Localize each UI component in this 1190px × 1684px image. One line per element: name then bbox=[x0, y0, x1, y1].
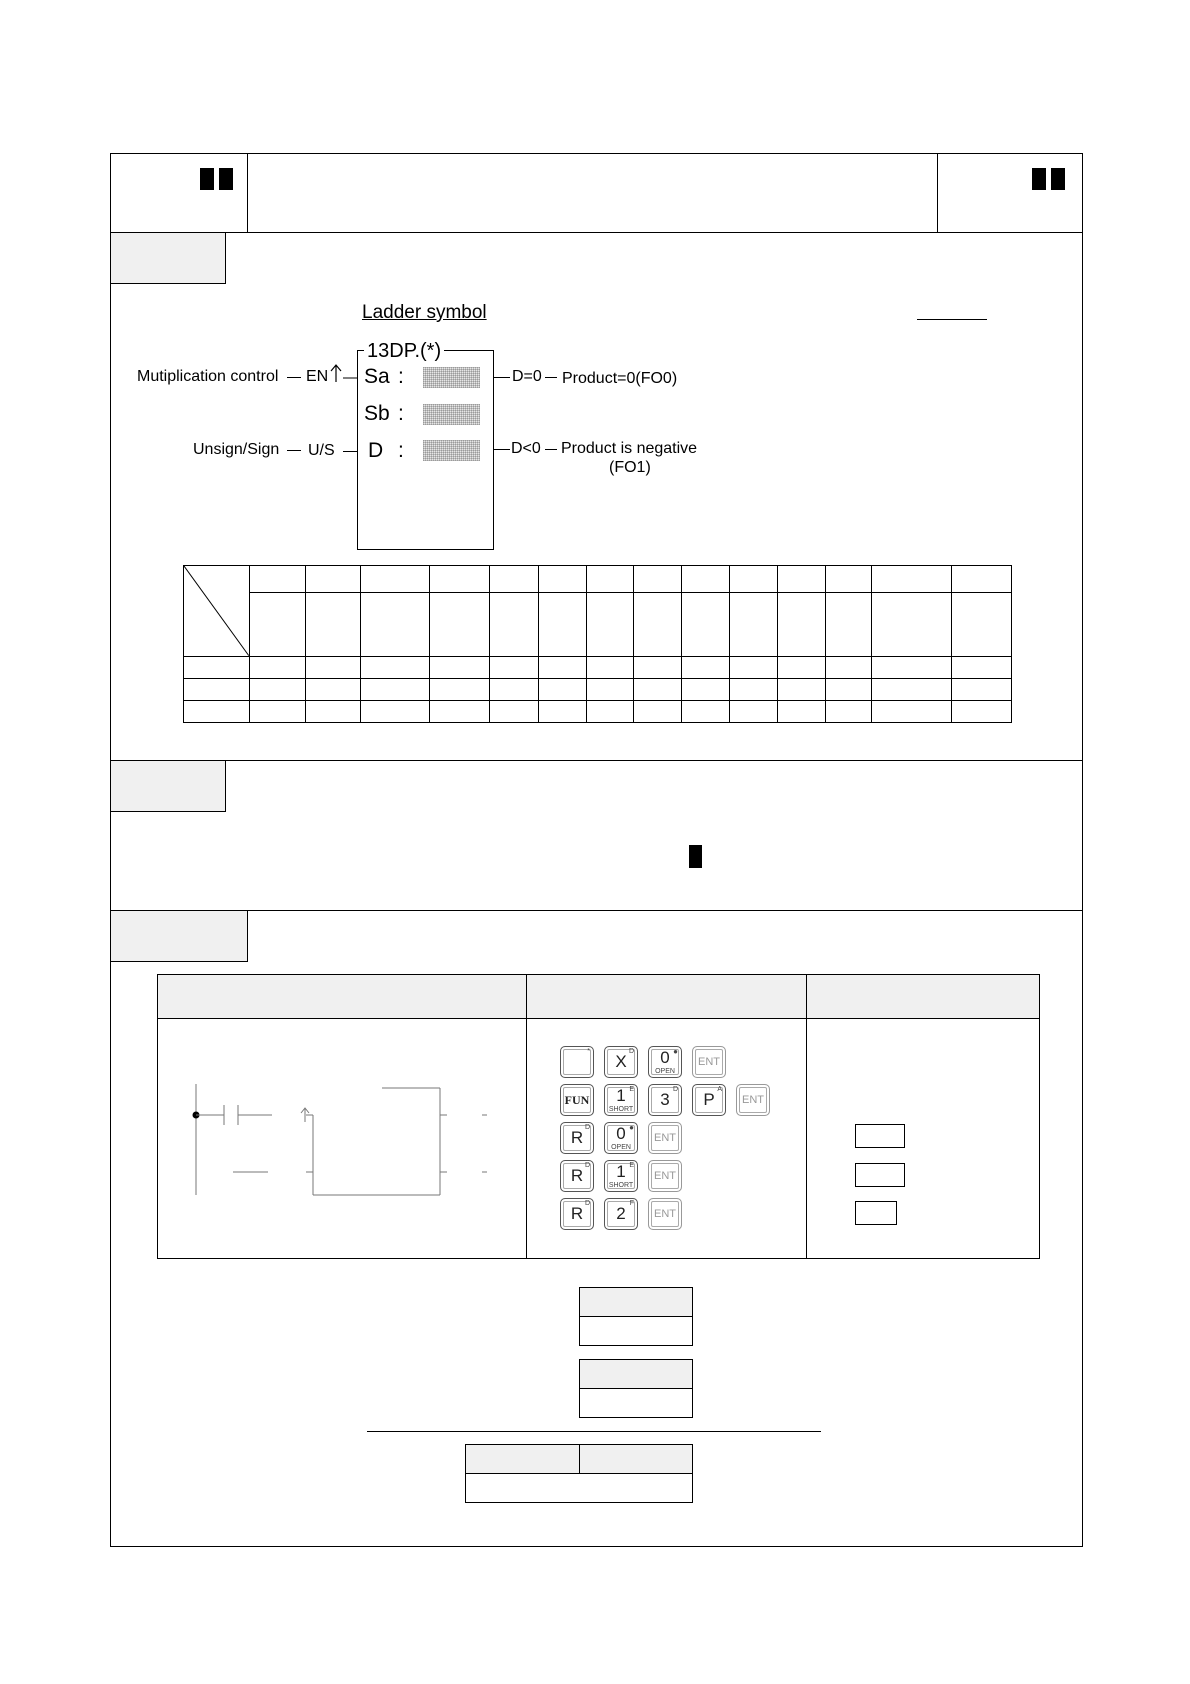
key-blank-r1[interactable] bbox=[560, 1046, 594, 1078]
operand-b-header bbox=[579, 1359, 693, 1389]
rising-edge-icon bbox=[330, 362, 358, 386]
output-neg-pin: D<0 bbox=[511, 440, 541, 457]
function-name: 13DP.(*) bbox=[367, 340, 442, 362]
key-0-r3[interactable] bbox=[604, 1122, 638, 1154]
key-label: 3 bbox=[660, 1090, 670, 1109]
colon-sa: : bbox=[398, 365, 404, 388]
key-label: R bbox=[570, 1204, 584, 1223]
key-ent-r4[interactable] bbox=[648, 1160, 682, 1192]
product-low-header bbox=[579, 1444, 693, 1474]
header-mark-left-a bbox=[200, 168, 214, 190]
operand-d-field bbox=[423, 440, 480, 461]
key-superscript: F bbox=[629, 1200, 634, 1207]
key-label: 0 bbox=[616, 1124, 626, 1143]
key-subscript: OPEN bbox=[611, 1144, 631, 1151]
output-neg-label: Product is negative bbox=[561, 440, 698, 457]
output-zero-dash bbox=[545, 377, 557, 378]
key-superscript: A bbox=[717, 1086, 722, 1093]
operand-a-header bbox=[579, 1287, 693, 1317]
header-mark-right-b bbox=[1051, 168, 1065, 190]
output-zero-pin: D=0 bbox=[512, 368, 542, 385]
key-superscript: E bbox=[629, 1086, 634, 1093]
key-2-r5[interactable] bbox=[604, 1198, 638, 1230]
key-label: ENT bbox=[698, 1056, 720, 1068]
header-mark-left-b bbox=[219, 168, 233, 190]
key-dot: ● bbox=[673, 1047, 678, 1056]
result-box-3 bbox=[855, 1201, 897, 1225]
key-label: ENT bbox=[654, 1132, 676, 1144]
colon-d: : bbox=[398, 439, 404, 462]
key-superscript: E bbox=[629, 1162, 634, 1169]
keypad bbox=[560, 1046, 800, 1246]
key-r-r4[interactable] bbox=[560, 1160, 594, 1192]
key-x-r1[interactable] bbox=[604, 1046, 638, 1078]
input-en-pin: EN bbox=[306, 368, 329, 385]
output-neg-dash bbox=[545, 449, 557, 450]
key-r-r5[interactable] bbox=[560, 1198, 594, 1230]
key-subscript: OPEN bbox=[655, 1068, 675, 1075]
section-tab-2 bbox=[110, 760, 226, 812]
input-en-dash bbox=[287, 377, 301, 378]
key-ent-r5[interactable] bbox=[648, 1198, 682, 1230]
key-label: 1 bbox=[616, 1162, 626, 1181]
colon-sb: : bbox=[398, 402, 404, 425]
table-corner-cell bbox=[184, 566, 250, 657]
product-value bbox=[465, 1473, 693, 1503]
example-col-divider-1 bbox=[526, 974, 527, 1259]
key-label: X bbox=[615, 1052, 627, 1071]
key-superscript: * bbox=[587, 1048, 590, 1055]
operand-sb-field bbox=[423, 404, 480, 425]
result-box-2 bbox=[855, 1163, 905, 1187]
function-name-holder bbox=[364, 340, 444, 362]
key-ent-r2[interactable] bbox=[736, 1084, 770, 1116]
output-zero-label: Product=0(FO0) bbox=[562, 370, 678, 387]
operand-a-value bbox=[579, 1316, 693, 1346]
section-tab-1 bbox=[110, 232, 226, 284]
key-label: P bbox=[703, 1090, 715, 1109]
product-high-header bbox=[465, 1444, 580, 1474]
input-us-wire bbox=[343, 451, 357, 452]
key-ent-r1[interactable] bbox=[692, 1046, 726, 1078]
operand-sa-field bbox=[423, 367, 480, 388]
header-mark-right-a bbox=[1032, 168, 1046, 190]
key-label: FUN bbox=[564, 1093, 590, 1107]
operand-sb-label: Sb bbox=[364, 402, 390, 425]
key-superscript: D bbox=[584, 1124, 590, 1131]
cursor-mark bbox=[689, 845, 702, 868]
key-dot: ● bbox=[629, 1123, 634, 1132]
key-1-r2[interactable] bbox=[604, 1084, 638, 1116]
input-us-pin: U/S bbox=[308, 442, 335, 459]
section-tab-3 bbox=[110, 910, 248, 962]
ladder-symbol-heading: Ladder symbol bbox=[362, 302, 487, 323]
key-superscript: D bbox=[628, 1048, 634, 1055]
key-label: 1 bbox=[616, 1086, 626, 1105]
result-line bbox=[367, 1431, 821, 1432]
key-3-r2[interactable] bbox=[648, 1084, 682, 1116]
operand-b-value bbox=[579, 1388, 693, 1418]
key-superscript: D bbox=[584, 1162, 590, 1169]
blank-underline bbox=[917, 319, 987, 320]
example-col-divider-2 bbox=[806, 974, 807, 1259]
key-1-r4[interactable] bbox=[604, 1160, 638, 1192]
header-left-divider bbox=[247, 153, 248, 233]
key-subscript: SHORT bbox=[608, 1106, 634, 1113]
input-en-label: Mutiplication control bbox=[137, 368, 279, 385]
input-us-label: Unsign/Sign bbox=[193, 441, 280, 458]
operand-table bbox=[183, 565, 1012, 723]
key-0-r1[interactable] bbox=[648, 1046, 682, 1078]
key-fun-r2[interactable] bbox=[560, 1084, 594, 1116]
result-box-1 bbox=[855, 1124, 905, 1148]
key-superscript: D bbox=[584, 1200, 590, 1207]
example-table-header bbox=[158, 975, 1039, 1018]
key-label: ENT bbox=[654, 1170, 676, 1182]
key-label: ENT bbox=[654, 1208, 676, 1220]
ladder-diagram bbox=[180, 1080, 500, 1200]
key-label: R bbox=[570, 1128, 584, 1147]
key-label: 0 bbox=[660, 1048, 670, 1067]
key-superscript: D bbox=[672, 1086, 678, 1093]
key-label: ENT bbox=[742, 1094, 764, 1106]
key-label: R bbox=[570, 1166, 584, 1185]
key-ent-r3[interactable] bbox=[648, 1122, 682, 1154]
input-us-dash bbox=[287, 450, 301, 451]
operand-d-label: D bbox=[368, 439, 384, 462]
operand-sa-label: Sa bbox=[364, 365, 390, 388]
key-label: 2 bbox=[616, 1204, 626, 1223]
output-zero-wire bbox=[494, 377, 510, 378]
output-neg-label-2: (FO1) bbox=[609, 459, 651, 476]
header-right-divider bbox=[937, 153, 938, 233]
example-table-header-line bbox=[157, 1018, 1040, 1019]
key-r-r3[interactable] bbox=[560, 1122, 594, 1154]
output-neg-wire bbox=[494, 449, 510, 450]
key-p-r2[interactable] bbox=[692, 1084, 726, 1116]
key-subscript: SHORT bbox=[608, 1182, 634, 1189]
section-2-divider bbox=[110, 760, 1083, 761]
section-3-divider bbox=[110, 910, 1083, 911]
